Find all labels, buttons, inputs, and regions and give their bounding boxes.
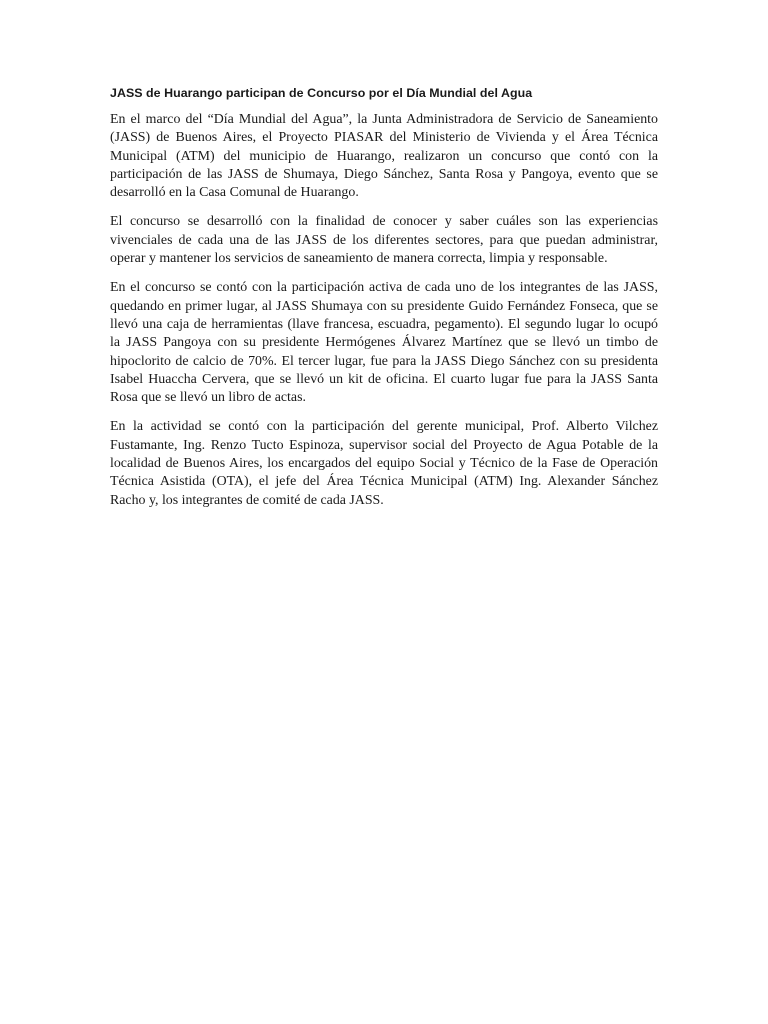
paragraph-intro: En el marco del “Día Mundial del Agua”, la Junta Administradora de Servicio de Saneamiento (JASS) de Buenos Aires, el Proyecto PIASAR del Ministerio de Vivienda y el Área Técnica Municipal (ATM) del municipio de Huarango, realizaron un concurso que contó con la participación de las JASS de Shumaya, Diego Sánchez, Santa Rosa y Pangoya, evento que se desarrolló en la Casa Comunal de Huarango. <box>110 112 658 201</box>
document-body <box>110 84 658 521</box>
paragraph-results: En el concurso se contó con la participación activa de cada uno de los integrantes de las JASS, quedando en primer lugar, al JASS Shumaya con su presidente Guido Fernández Fonseca, que se llevó una caja de herramientas (llave francesa, escuadra, pegamento). El segundo lugar lo ocupó la JASS Pangoya con su presidente Hermógenes Álvarez Martínez que se llevó un timbo de hipoclorito de calcio de 70%. El tercer lugar, fue para la JASS Diego Sánchez con su presidenta Isabel Huaccha Cervera, que se llevó un kit de oficina. El cuarto lugar fue para la JASS Santa Rosa que se llevó un libro de actas. <box>110 280 658 406</box>
paragraph-attendees: En la actividad se contó con la participación del gerente municipal, Prof. Alberto Vilchez Fustamante, Ing. Renzo Tucto Espinoza, supervisor social del Proyecto de Agua Potable de la localidad de Buenos Aires, los encargados del equipo Social y Técnico de la Fase de Operación Técnica Asistida (OTA), el jefe del Área Técnica Municipal (ATM) Ing. Alexander Sánchez Racho y, los integrantes de comité de cada JASS. <box>110 419 658 508</box>
document-title: JASS de Huarango participan de Concurso por el Día Mundial del Agua <box>110 86 533 100</box>
paragraph-purpose: El concurso se desarrolló con la finalidad de conocer y saber cuáles son las experiencias vivenciales de cada una de las JASS de los diferentes sectores, para que puedan administrar, operar y mantener los servicios de saneamiento de manera correcta, limpia y responsable. <box>110 214 658 267</box>
